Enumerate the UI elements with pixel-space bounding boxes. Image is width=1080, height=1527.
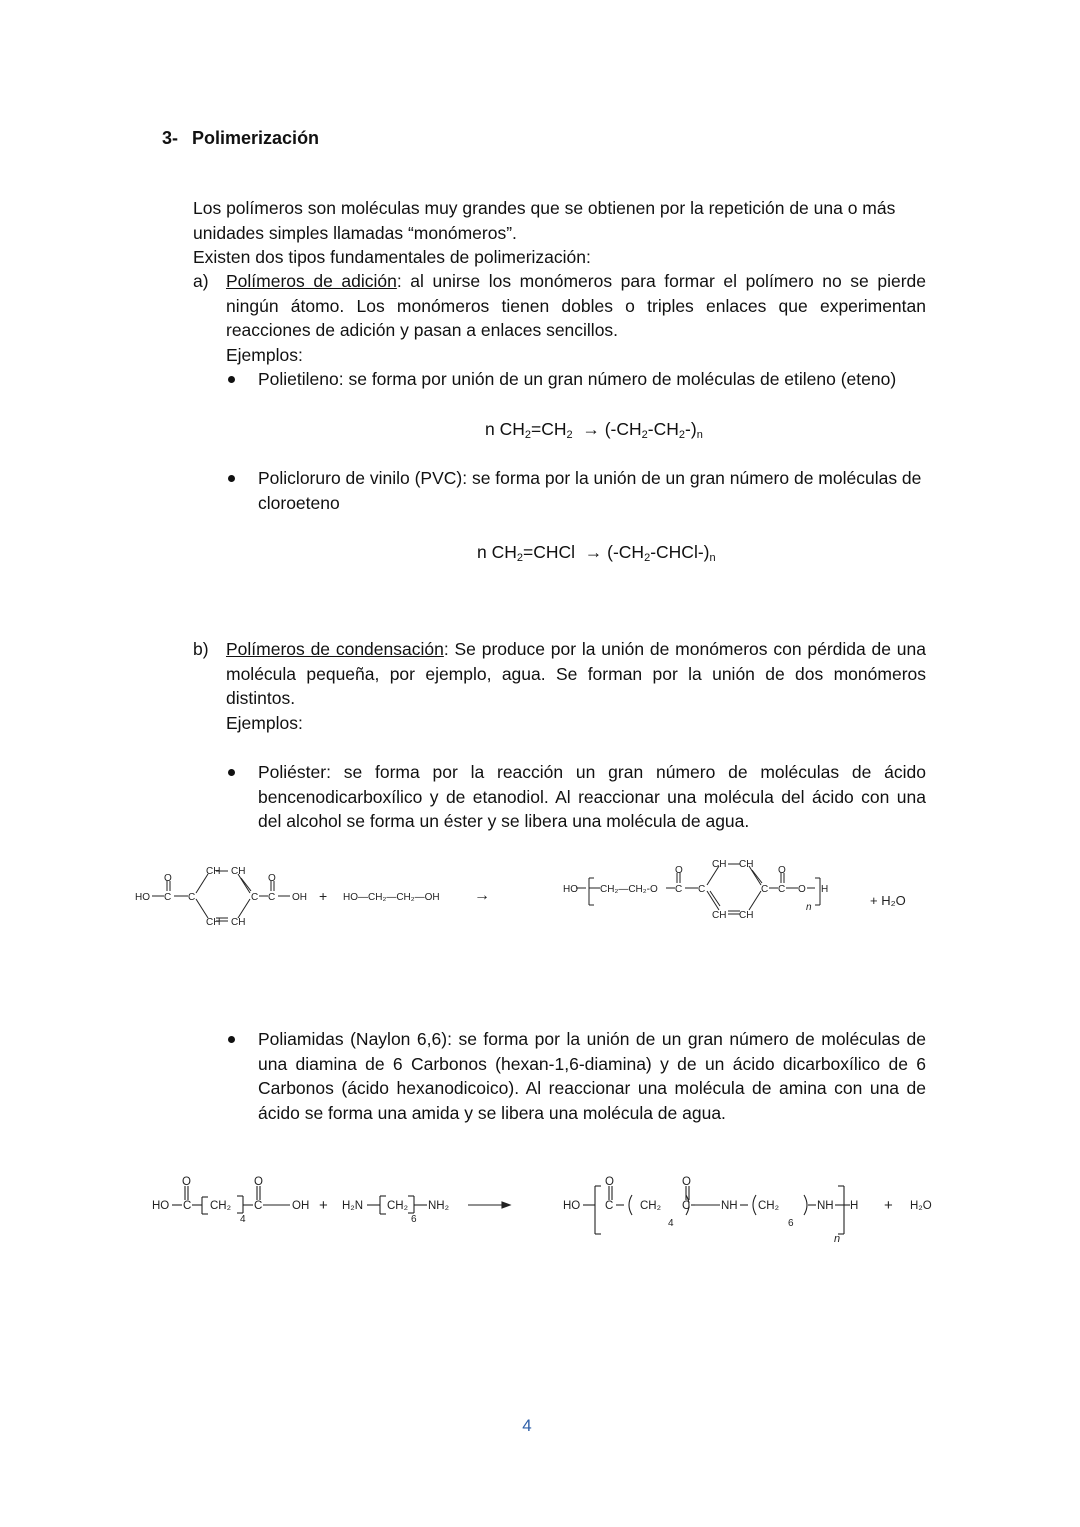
example-poliester: Poliéster: se forma por la reacción un gran número de moléculas de ácido bencenodicarboxílico y de etanodiol. Al reaccionar una molécula del ácido con una del alcohol se forma un éster y se libera una molécula de agua.: [258, 762, 926, 831]
svg-text:+ H₂O: + H₂O: [870, 893, 906, 908]
addition-examples-label: Ejemplos:: [226, 344, 303, 365]
svg-text:O: O: [605, 1176, 614, 1188]
svg-text:H₂N: H₂N: [342, 1200, 364, 1212]
svg-text:CH: CH: [739, 859, 754, 870]
svg-text:C: C: [675, 884, 683, 895]
svg-text:CH₂—CH₂-O: CH₂—CH₂-O: [600, 884, 658, 895]
bullet: [228, 376, 235, 383]
svg-text:HO: HO: [152, 1200, 170, 1212]
svg-text:CH: CH: [231, 866, 246, 877]
bullet: [228, 769, 235, 776]
svg-text:O: O: [798, 884, 806, 895]
svg-text:HO: HO: [135, 892, 150, 903]
svg-text:6: 6: [788, 1218, 794, 1229]
svg-text:4: 4: [668, 1218, 674, 1229]
svg-text:C: C: [251, 892, 259, 903]
svg-text:C: C: [778, 884, 786, 895]
svg-text:C: C: [761, 884, 769, 895]
svg-text:CH: CH: [712, 910, 727, 921]
svg-text:CH: CH: [739, 910, 754, 921]
example-polietileno: Polietileno: se forma por unión de un gran número de moléculas de etileno (eteno): [258, 369, 897, 389]
svg-text:OH: OH: [292, 892, 307, 903]
condensation-title: Polímeros de condensación: [226, 639, 444, 659]
svg-text:CH₂: CH₂: [640, 1200, 662, 1212]
svg-text:+: +: [884, 1197, 893, 1214]
svg-text:O: O: [254, 1176, 263, 1188]
svg-text:C: C: [698, 884, 706, 895]
svg-text:O: O: [682, 1176, 691, 1188]
page-number: 4: [522, 1416, 532, 1435]
svg-text:CH: CH: [712, 859, 727, 870]
addition-title: Polímeros de adición: [226, 271, 397, 291]
svg-text:NH₂: NH₂: [428, 1200, 450, 1212]
example-pvc: Policloruro de vinilo (PVC): se forma por la unión de un gran número de moléculas de cloroeteno: [258, 468, 922, 513]
arrow-icon: →: [584, 542, 603, 562]
polyamide-reaction-diagram: [140, 1168, 950, 1248]
item-label-b: b): [193, 639, 209, 659]
bullet: [228, 1036, 235, 1043]
svg-text:O: O: [675, 865, 683, 876]
svg-text:H₂O: H₂O: [910, 1200, 932, 1212]
svg-text:C: C: [605, 1200, 614, 1212]
svg-text:C: C: [183, 1200, 192, 1212]
svg-text:CH: CH: [206, 866, 221, 877]
svg-text:HO—CH₂—CH₂—OH: HO—CH₂—CH₂—OH: [343, 892, 440, 903]
condensation-examples-label: Ejemplos:: [226, 712, 303, 733]
polyester-reaction-diagram: [130, 855, 930, 935]
svg-text:→: →: [474, 887, 490, 904]
svg-text:NH: NH: [817, 1200, 834, 1212]
example-poliamida: Poliamidas (Naylon 6,6): se forma por la unión de un gran número de moléculas de una diamina de 6 Carbonos (hexan-1,6-diamina) y de un ácido dicarboxílico de 6 Carbonos (ácido hexanodicoico). Al reaccionar una molécula de amina con una de ácido se forma una amida y se libera una molécula de agua.: [258, 1029, 926, 1123]
equation-polietileno: n $CH_2=CH_2 \to (-CH_2-CH_2-)_n$: [485, 419, 703, 441]
svg-text:CH: CH: [206, 917, 221, 928]
svg-text:CH: CH: [231, 917, 246, 928]
svg-text:C: C: [682, 1200, 691, 1212]
svg-text:H: H: [821, 884, 829, 895]
svg-text:C: C: [164, 892, 172, 903]
equation-pvc: n $CH_2=CHCl$ → $(-CH_2-CHCl-)_n$: [477, 542, 716, 564]
svg-text:+: +: [319, 888, 328, 904]
svg-text:O: O: [182, 1176, 191, 1188]
addition-paragraph: [226, 269, 926, 367]
svg-text:4: 4: [240, 1214, 246, 1225]
svg-text:C: C: [254, 1200, 263, 1212]
svg-text:H: H: [850, 1200, 859, 1212]
svg-text:HO: HO: [563, 1200, 581, 1212]
intro-paragraph: [193, 196, 926, 270]
svg-text:O: O: [778, 865, 786, 876]
svg-text:CH₂: CH₂: [758, 1200, 780, 1212]
svg-text:n: n: [806, 902, 812, 913]
item-label-a: a): [193, 271, 209, 291]
svg-text:O: O: [268, 873, 276, 884]
svg-text:6: 6: [411, 1214, 417, 1225]
intro-p2: Existen dos tipos fundamentales de polimerización:: [193, 247, 591, 267]
svg-text:C: C: [188, 892, 196, 903]
section-number: 3-: [162, 128, 179, 148]
svg-text:C: C: [268, 892, 276, 903]
intro-p1: Los polímeros son moléculas muy grandes que se obtienen por la repetición de una o más unidades simples llamadas “monómeros”.: [193, 198, 896, 243]
addition-text: : al unirse los monómeros para formar el polímero no se pierde ningún átomo. Los monómeros tienen dobles o triples enlaces que experimentan reacciones de adición y pasan a enlaces sencillos.: [226, 271, 926, 340]
section-heading: [162, 128, 319, 149]
svg-text:CH₂: CH₂: [210, 1200, 232, 1212]
svg-text:NH: NH: [721, 1200, 738, 1212]
svg-text:+: +: [319, 1197, 328, 1214]
svg-text:CH₂: CH₂: [387, 1200, 409, 1212]
condensation-paragraph: [226, 637, 926, 735]
section-title: Polimerización: [192, 128, 320, 148]
arrow-icon: →: [582, 419, 600, 439]
svg-text:n: n: [834, 1233, 841, 1245]
bullet: [228, 475, 235, 482]
svg-text:O: O: [164, 873, 172, 884]
svg-text:HO: HO: [563, 884, 578, 895]
svg-text:OH: OH: [292, 1200, 310, 1212]
condensation-text: : Se produce por la unión de monómeros con pérdida de una molécula pequeña, por ejemplo, agua. Se forman por la unión de dos monómeros distintos.: [226, 639, 926, 708]
